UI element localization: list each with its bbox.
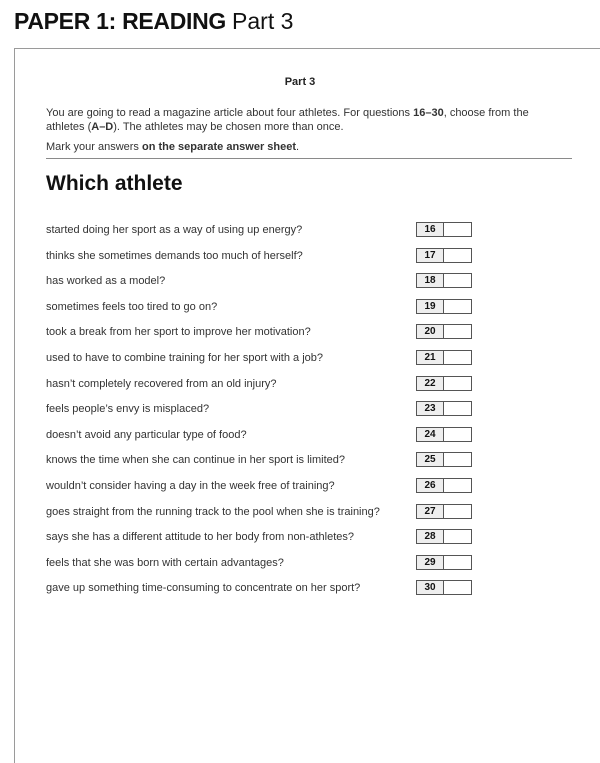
question-row — [46, 427, 476, 445]
question-text: wouldn’t consider having a day in the week free of training? — [46, 480, 335, 492]
question-text: took a break from her sport to improve her motivation? — [46, 326, 311, 339]
question-number: 16 — [416, 222, 444, 237]
answer-box[interactable] — [444, 504, 472, 519]
answer-box[interactable] — [444, 324, 472, 339]
paper-header — [14, 8, 293, 35]
question-row — [46, 222, 476, 240]
answer-box[interactable] — [444, 580, 472, 595]
answer-box[interactable] — [444, 401, 472, 416]
question-row — [46, 504, 476, 522]
question-number: 22 — [416, 376, 444, 391]
divider — [46, 158, 572, 159]
question-number: 29 — [416, 555, 444, 570]
question-number: 20 — [416, 324, 444, 339]
question-text: feels people’s envy is misplaced? — [46, 403, 210, 416]
part-title: Part 3 — [284, 76, 316, 88]
question-text: hasn’t completely recovered from an old injury? — [46, 377, 277, 390]
question-text: started doing her sport as a way of using up energy? — [46, 224, 303, 236]
answer-box[interactable] — [444, 273, 472, 288]
question-row — [46, 299, 476, 317]
paper-subtitle: Part 3 — [232, 8, 294, 34]
question-row — [46, 555, 476, 573]
question-text: used to have to combine training for her sport with a job? — [46, 352, 323, 364]
question-text: has worked as a model? — [46, 275, 166, 288]
question-number: 21 — [416, 350, 444, 365]
instructions — [46, 106, 566, 154]
answer-box[interactable] — [444, 452, 472, 467]
answer-sheet-instruction: Mark your answers on the separate answer sheet. — [46, 141, 300, 153]
question-row — [46, 350, 476, 368]
question-row — [46, 273, 476, 291]
question-row — [46, 580, 476, 598]
question-number: 27 — [416, 504, 444, 519]
question-row — [46, 401, 476, 419]
answer-box[interactable] — [444, 478, 472, 493]
question-row — [46, 529, 476, 547]
answer-box[interactable] — [444, 350, 472, 365]
question-text: gave up something time-consuming to concentrate on her sport? — [46, 582, 361, 595]
question-number: 23 — [416, 401, 444, 416]
question-number: 30 — [416, 580, 444, 595]
question-heading: Which athlete — [46, 172, 183, 195]
answer-box[interactable] — [444, 248, 472, 263]
question-number: 28 — [416, 529, 444, 544]
answer-box[interactable] — [444, 222, 472, 237]
question-number: 25 — [416, 452, 444, 467]
question-text: doesn’t avoid any particular type of food? — [46, 428, 247, 441]
instruction-text: You are going to read a magazine article about four athletes. For questions 16–30, choose from the athletes (A–D). The athletes may be chosen more than once. — [46, 107, 529, 133]
answer-box[interactable] — [444, 299, 472, 314]
answer-box[interactable] — [444, 529, 472, 544]
question-text: sometimes feels too tired to go on? — [46, 300, 218, 313]
question-row — [46, 452, 476, 470]
answer-box[interactable] — [444, 555, 472, 570]
question-text: goes straight from the running track to the pool when she is training? — [46, 505, 380, 518]
answer-box[interactable] — [444, 427, 472, 442]
question-number: 26 — [416, 478, 444, 493]
question-text: knows the time when she can continue in her sport is limited? — [46, 454, 345, 467]
question-number: 17 — [416, 248, 444, 263]
paper-title: PAPER 1: READING — [14, 8, 227, 34]
question-row — [46, 376, 476, 394]
question-text: feels that she was born with certain advantages? — [46, 556, 284, 569]
question-row — [46, 248, 476, 266]
question-row — [46, 478, 476, 496]
question-text: thinks she sometimes demands too much of herself? — [46, 249, 303, 262]
question-number: 24 — [416, 427, 444, 442]
question-number: 18 — [416, 273, 444, 288]
question-text: says she has a different attitude to her body from non-athletes? — [46, 531, 354, 544]
question-row — [46, 324, 476, 342]
question-number: 19 — [416, 299, 444, 314]
answer-box[interactable] — [444, 376, 472, 391]
